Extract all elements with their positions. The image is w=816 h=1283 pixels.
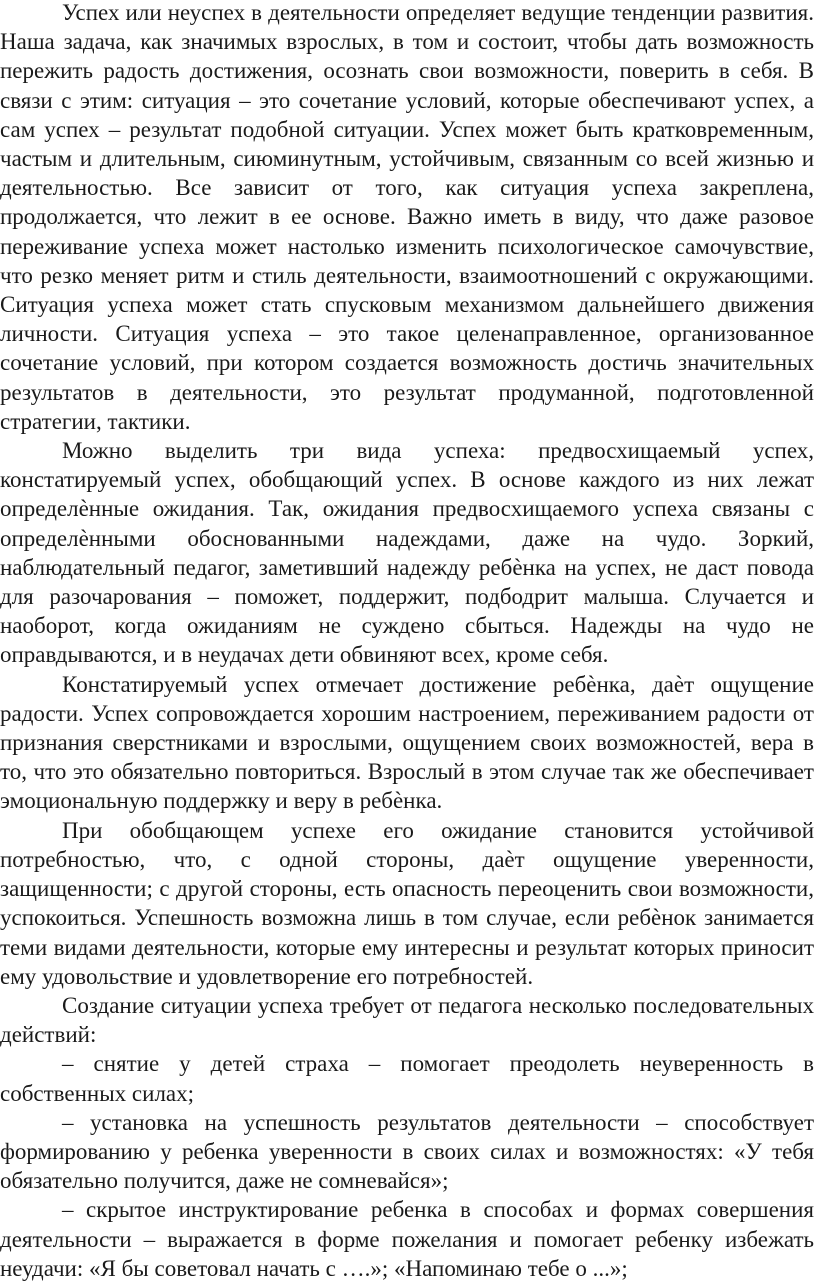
paragraph-stated-success: Констатируемый успех отмечает достижение ребѐнка, даѐт ощущение радости. Успех сопровождается хорошим настроением, переживанием радости от признания сверстниками и взрослыми, ощущением своих возможностей, вера в то, что это обязательно повториться. Взрослый в этом случае так же обеспечивает эмоциональную поддержку и веру в ребѐнка. — [0, 671, 814, 814]
list-item-hidden-instruction: – скрытое инструктирование ребенка в способах и формах совершения деятельности – выражается в форме пожелания и помогает ребенку избежать неудачи: «Я бы советовал начать с ….»; «Напоминаю тебе о ...»; — [0, 1197, 814, 1281]
paragraph-three-kinds: Можно выделить три вида успеха: предвосхищаемый успех, констатируемый успех, обобщающий успех. В основе каждого из них лежат определѐнные ожидания. Так, ожидания предвосхищаемого успеха связаны с определѐнными обоснованными надеждами, даже на чудо. Зоркий, наблюдательный педагог, заметивший надежду ребѐнка на успех, не даст повода для разочарования – поможет, поддержит, подбодрит малыша. Случается и наоборот, когда ожиданиям не суждено сбыться. Надежды на чудо не оправдываются, и в неудачах дети обвиняют всех, кроме себя. — [0, 438, 814, 668]
paragraph-generalizing-success: При обобщающем успехе его ожидание становится устойчивой потребностью, что, с одной стороны, даѐт ощущение уверенности, защищенности; с другой стороны, есть опасность переоценить свои возможности, успокоиться. Успешность возможна лишь в том случае, если ребѐнок занимается теми видами деятельности, которые ему интересны и результат которых приносит ему удовольствие и удовлетворение его потребностей. — [0, 817, 814, 989]
list-item-removing-fear: – снятие у детей страха – помогает преодолеть неуверенность в собственных силах; — [0, 1051, 814, 1106]
list-item-success-setting: – установка на успешность результатов деятельности – способствует формированию у ребенка уверенности в своих силах и возможностях: «У тебя обязательно получится, даже не сомневайся»; — [0, 1109, 814, 1194]
paragraph-success-intro: Успех или неуспех в деятельности определяет ведущие тенденции развития. Наша задача, как значимых взрослых, в том и состоит, чтобы дать возможность пережить радость достижения, осознать свои возможности, поверить в себя. В связи с этим: ситуация – это сочетание условий, которые обеспечивают успех, а сам успех – результат подобной ситуации. Успех может быть кратковременным, частым и длительным, сиюминутным, устойчивым, связанным со всей жизнью и деятельностью. Все зависит от того, как ситуация успеха закреплена, продолжается, что лежит в ее основе. Важно иметь в виду, что даже разовое переживание успеха может настолько изменить психологическое самочувствие, что резко меняет ритм и стиль деятельности, взаимоотношений с окружающими. Ситуация успеха может стать спусковым механизмом дальнейшего движения личности. Ситуация успеха – это такое целенаправленное, организованное сочетание условий, при котором создается возможность достичь значительных результатов в деятельности, это результат продуманной, подготовленной стратегии, тактики. — [0, 0, 814, 434]
paragraph-creating-situation: Создание ситуации успеха требует от педагога несколько последовательных действий: — [0, 992, 814, 1048]
